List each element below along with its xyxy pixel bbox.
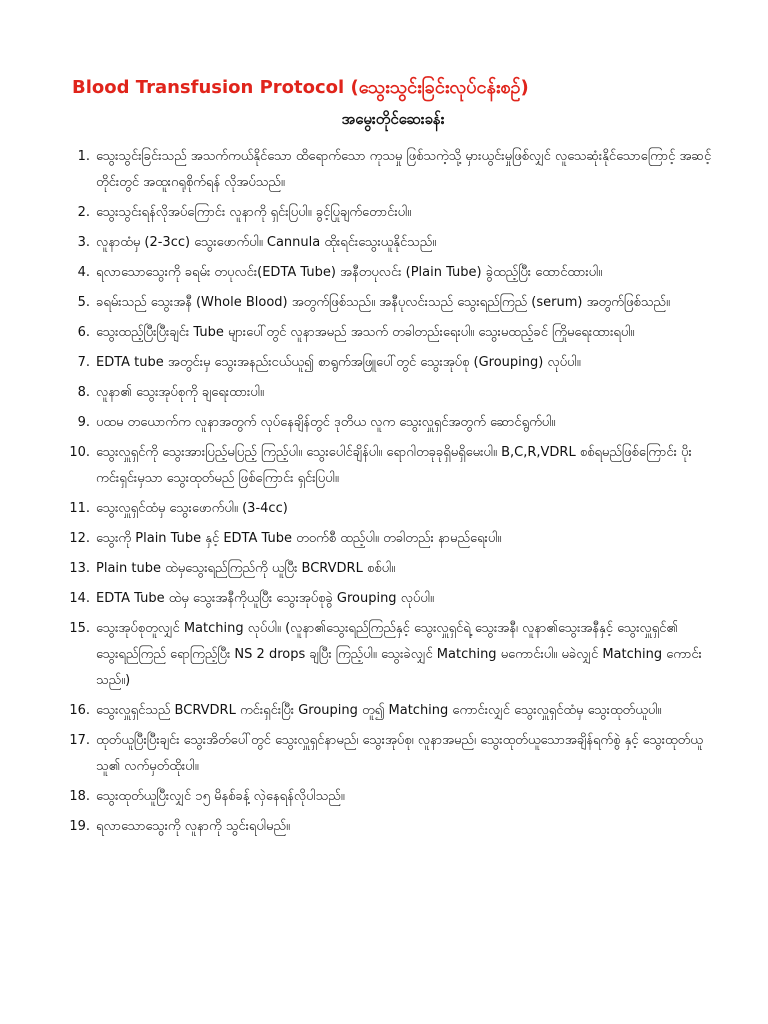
protocol-step [64, 698, 712, 724]
protocol-step [64, 260, 712, 286]
protocol-step [64, 290, 712, 316]
step-number: 17. [69, 733, 90, 748]
protocol-step [64, 728, 712, 780]
protocol-step [64, 230, 712, 256]
protocol-step [64, 440, 712, 492]
protocol-step [64, 784, 712, 810]
step-number: 18. [69, 789, 90, 804]
step-text: ပထမ တယောက်က လူနာအတွက် လုပ်နေချိန်တွင် ဒုတိယ လူက သွေးလှူရှင်အတွက် ဆောင်ရွက်ပါ။ [96, 415, 556, 430]
protocol-step [64, 144, 712, 196]
step-text: ရလာသောသွေးကို လူနာကို သွင်းရပါမည်။ [96, 819, 290, 834]
step-number: 5. [77, 295, 90, 310]
protocol-step [64, 410, 712, 436]
step-number: 14. [69, 591, 90, 606]
protocol-step [64, 320, 712, 346]
step-text: သွေးထုတ်ယူပြီးလျှင် ၁၅ မိနစ်ခန့် လှဲနေရန်လိုပါသည်။ [96, 789, 345, 804]
step-number: 2. [77, 205, 90, 220]
clinic-name: အမွေးတိုင်ဆေးခန်း [341, 110, 445, 128]
page-title: Blood Transfusion Protocol (သွေးသွင်းခြင်းလုပ်ငန်းစဉ်) [72, 77, 529, 98]
step-text: သွေးကို Plain Tube နှင့် EDTA Tube တဝက်စီ ထည့်ပါ။ တခါတည်း နာမည်ရေးပါ။ [96, 531, 502, 546]
protocol-step [64, 556, 712, 582]
step-text: Plain tube ထဲမှသွေးရည်ကြည်ကို ယူပြီး BCRVDRL စစ်ပါ။ [96, 561, 396, 576]
step-number: 1. [77, 149, 90, 164]
step-number: 6. [77, 325, 90, 340]
step-text: သွေးလှူရှင်သည် BCRVDRL ကင်းရှင်းပြီး Grouping တူ၍ Matching ကောင်းလျှင် သွေးလှူရှင်ထံမှ သွေးထုတ်ယူပါ။ [96, 703, 662, 718]
protocol-step [64, 526, 712, 552]
step-number: 19. [69, 819, 90, 834]
step-number: 10. [69, 445, 90, 460]
step-text: လူနာထံမှ (2-3cc) သွေးဖောက်ပါ။ Cannula ထိုးရင်းသွေးယူနိုင်သည်။ [96, 235, 437, 250]
step-text: လူနာ၏ သွေးအုပ်စုကို ချရေးထားပါ။ [96, 385, 264, 400]
step-text: ထုတ်ယူပြီးပြီးချင်း သွေးအိတ်ပေါ်တွင် သွေးလှူရှင်နာမည်၊ သွေးအုပ်စု၊ လူနာအမည်၊ သွေးထုတ်ယူသောအချိန်ရက်စွဲ နှင့် သွေးထုတ်ယူသူ၏ လက်မှတ်ထိုးပါ။ [96, 733, 703, 774]
protocol-step [64, 496, 712, 522]
step-number: 15. [69, 621, 90, 636]
protocol-steps-list [64, 144, 712, 840]
protocol-step [64, 200, 712, 226]
step-text: ရလာသောသွေးကို ခရမ်း တပုလင်း(EDTA Tube) အနီတပုလင်း (Plain Tube) ခွဲထည့်ပြီး ထောင်ထားပါ။ [96, 265, 603, 280]
protocol-step [64, 814, 712, 840]
step-number: 13. [69, 561, 90, 576]
step-text: သွေးလှူရှင်ကို သွေးအားပြည့်မပြည့် ကြည့်ပါ။ သွေးပေါင်ချိန်ပါ။ ရောဂါတခုခုရှိမရှိမေးပါ။ B,C,R,VDRL စစ်ရမည်ဖြစ်ကြောင်း ပိုးကင်းရှင်းမှသာ သွေးထုတ်မည် ဖြစ်ကြောင်း ရှင်းပြပါ။ [96, 445, 692, 486]
step-text: သွေးထည့်ပြီးပြီးချင်း Tube များပေါ်တွင် လူနာအမည် အသက် တခါတည်းရေးပါ။ သွေးမထည့်ခင် ကြိုမရေးထားရပါ။ [96, 325, 635, 340]
protocol-step [64, 350, 712, 376]
step-text: သွေးသွင်းခြင်းသည် အသက်ကယ်နိုင်သော ထိရောက်သော ကုသမှု ဖြစ်သကဲ့သို့ မှားယွင်းမှုဖြစ်လျှင် လူသေဆုံးနိုင်သောကြောင့် အဆင့်တိုင်းတွင် အထူးဂရုစိုက်ရန် လိုအပ်သည်။ [96, 149, 712, 190]
step-text: EDTA Tube ထဲမှ သွေးအနီကိုယူပြီး သွေးအုပ်စုခွဲ Grouping လုပ်ပါ။ [96, 591, 434, 606]
step-number: 4. [77, 265, 90, 280]
protocol-step [64, 380, 712, 406]
step-number: 11. [69, 501, 90, 516]
step-text: EDTA tube အတွင်းမှ သွေးအနည်းငယ်ယူ၍ စာရွက်အဖြူပေါ်တွင် သွေးအုပ်စု (Grouping) လုပ်ပါ။ [96, 355, 581, 370]
step-number: 7. [77, 355, 90, 370]
protocol-step [64, 586, 712, 612]
protocol-step [64, 616, 712, 694]
step-text: သွေးသွင်းရန်လိုအပ်ကြောင်း လူနာကို ရှင်းပြပါ။ ခွင့်ပြုချက်တောင်းပါ။ [96, 205, 412, 220]
step-text: ခရမ်းသည် သွေးအနီ (Whole Blood) အတွက်ဖြစ်သည်။ အနီပုလင်းသည် သွေးရည်ကြည် (serum) အတွက်ဖြစ်သည်။ [96, 295, 670, 310]
step-number: 12. [69, 531, 90, 546]
step-text: သွေးလှူရှင်ထံမှ သွေးဖောက်ပါ။ (3-4cc) [96, 501, 288, 516]
step-number: 9. [77, 415, 90, 430]
step-number: 16. [69, 703, 90, 718]
step-number: 3. [77, 235, 90, 250]
step-text: သွေးအုပ်စုတူလျှင် Matching လုပ်ပါ။ (လူနာ၏သွေးရည်ကြည်နှင့် သွေးလှူရှင်ရဲ့ သွေးအနီ၊ လူနာ၏သွေးအနီနှင့် သွေးလှူရှင်၏ သွေးရည်ကြည် ရောကြည့်ပြီး NS 2 drops ချပြီး ကြည့်ပါ။ သွေးခဲလျှင် Matching မကောင်းပါ။ မခဲလျှင် Matching ကောင်းသည်။) [96, 621, 702, 688]
step-number: 8. [77, 385, 90, 400]
